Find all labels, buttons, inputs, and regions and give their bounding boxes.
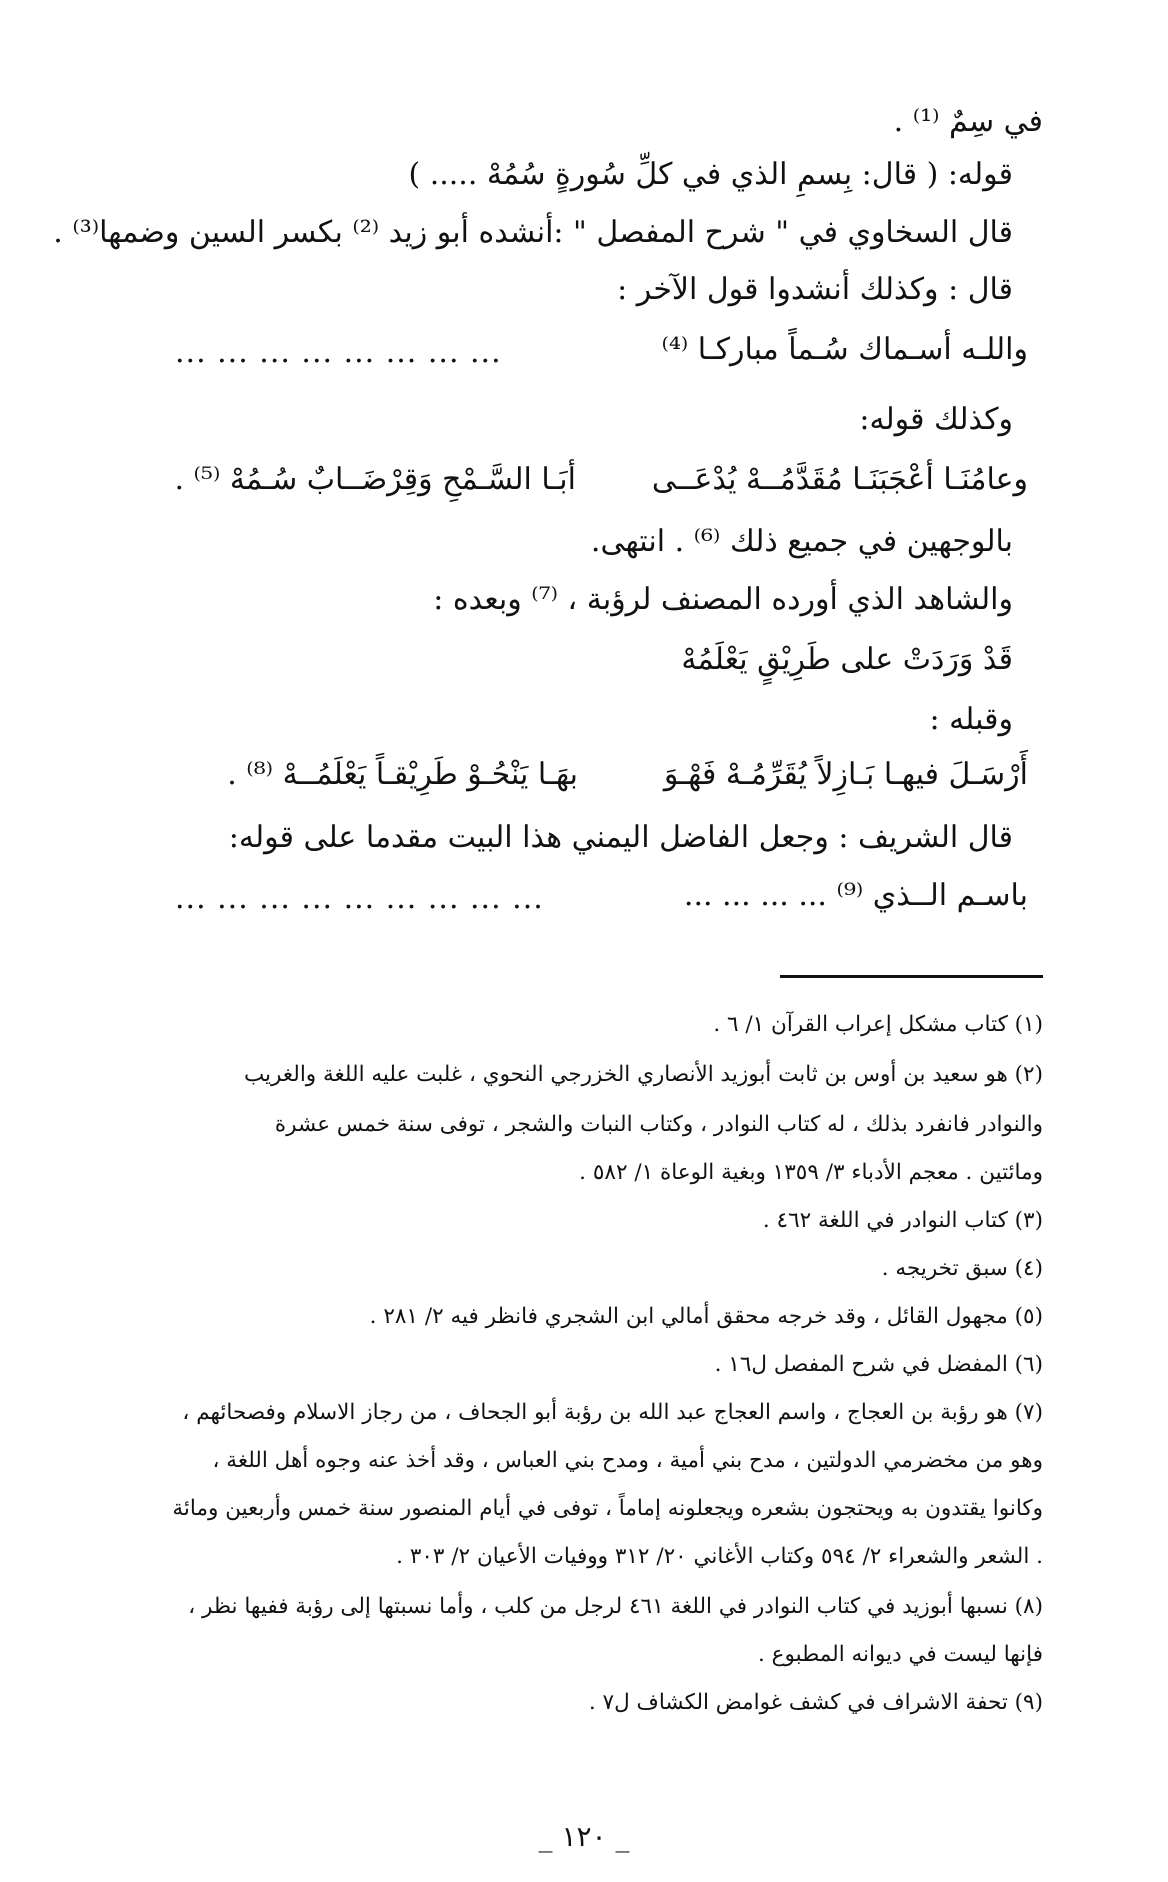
body-line-8: بالوجهين في جميع ذلك ⁽⁶⁾ . انتهى.	[590, 524, 1013, 559]
footnote-9: (٩) تحفة الاشراف في كشف غوامض الكشاف ل٧ .	[588, 1690, 1043, 1715]
body-line-13: قال الشريف : وجعل الفاضل اليمني هذا البيت مقدما على قوله:	[228, 820, 1013, 855]
body-line-6: وكذلك قوله:	[859, 402, 1013, 437]
body-line-4: قال : وكذلك أنشدوا قول الآخر :	[617, 272, 1013, 307]
verse-4-first-hemistich: باسـم الــذي ⁽⁹⁾ ... ... ... ...	[683, 878, 1028, 913]
footnote-1: (١) كتاب مشكل إعراب القرآن ١/ ٦ .	[713, 1012, 1043, 1037]
footnote-8-line-2: فإنها ليست في ديوانه المطبوع .	[758, 1642, 1043, 1667]
footnote-separator	[780, 975, 1043, 978]
footnote-8-line-1: (٨) نسبها أبوزيد في كتاب النوادر في اللغة ٤٦١ لرجل من كلب ، وأما نسبتها إلى رؤبة ففيها نظر ،	[188, 1594, 1043, 1619]
verse-1-first-hemistich: واللـه أسـماك سُـماً مباركـا ⁽⁴⁾	[661, 332, 1028, 367]
body-line-9: والشاهد الذي أورده المصنف لرؤبة ، ⁽⁷⁾ وبعده :	[433, 582, 1013, 617]
footnote-2-line-3: ومائتين . معجم الأدباء ٣/ ١٣٥٩ وبغية الوعاة ١/ ٥٨٢ .	[579, 1160, 1043, 1185]
body-line-3: قال السخاوي في " شرح المفصل " :أنشده أبو زيد ⁽²⁾ بكسر السين وضمها⁽³⁾ .	[53, 215, 1013, 250]
footnote-7-line-1: (٧) هو رؤبة بن العجاج ، واسم العجاج عبد الله بن رؤبة أبو الجحاف ، من رجاز الاسلام وفصحائهم ،	[182, 1400, 1043, 1425]
body-line-1: في سِمٌ ⁽¹⁾ .	[893, 104, 1043, 139]
footnote-2-line-2: والنوادر فانفرد بذلك ، له كتاب النوادر ، وكتاب النبات والشجر ، توفى سنة خمس عشرة	[274, 1112, 1043, 1137]
footnote-4: (٤) سبق تخريجه .	[881, 1256, 1043, 1281]
footnote-7-line-2: وهو من مخضرمي الدولتين ، مدح بني أمية ، ومدح بني العباس ، وقد أخذ عنه وجوه أهل اللغة ،	[212, 1448, 1043, 1473]
body-line-10: قَدْ وَرَدَتْ على طَرِيْقٍ يَعْلَمُهْ	[681, 642, 1013, 677]
verse-2-first-hemistich: وعامُنَـا أعْجَبَنَـا مُقَدَّمُــهْ يُدْعَــى	[651, 462, 1028, 497]
body-line-11: وقبله :	[929, 702, 1013, 737]
body-line-2: قوله: ( قال: بِسمِ الذي في كلِّ سُورةٍ سُمُهْ ..... )	[408, 157, 1013, 192]
footnote-5: (٥) مجهول القائل ، وقد خرجه محقق أمالي ابن الشجري فانظر فيه ٢/ ٢٨١ .	[369, 1304, 1043, 1329]
footnote-7-line-4: . الشعر والشعراء ٢/ ٥٩٤ وكتاب الأغاني ٢٠/ ٣١٢ ووفيات الأعيان ٢/ ٣٠٣ .	[396, 1544, 1043, 1569]
footnote-7-line-3: وكانوا يقتدون به ويحتجون بشعره ويجعلونه إماماً ، توفى في أيام المنصور سنة خمس وأربعين ومائة	[172, 1496, 1043, 1521]
verse-2-second-hemistich: أبَـا السَّـمْحِ وَقِرْضَــابٌ سُـمُهْ ⁽⁵⁾ .	[174, 462, 576, 497]
verse-4-second-hemistich: ... ... ... ... ... ... ... ... ...	[175, 881, 544, 916]
footnote-2-line-1: (٢) هو سعيد بن أوس بن ثابت أبوزيد الأنصاري الخزرجي النحوي ، غلبت عليه اللغة والغريب	[243, 1062, 1043, 1087]
verse-3-first-hemistich: أَرْسَـلَ فيهـا بَـازِلاً يُقَرِّمُـهْ فَهْـوَ	[663, 757, 1028, 792]
page-number: _ ١٢٠ _	[538, 1820, 630, 1853]
footnote-3: (٣) كتاب النوادر في اللغة ٤٦٢ .	[762, 1208, 1043, 1233]
verse-1-second-hemistich: ... ... ... ... ... ... ... ...	[175, 335, 502, 370]
verse-3-second-hemistich: بهَـا يَنْحُـوْ طَرِيْقـاً يَعْلَمُــهْ ⁽⁸⁾ .	[227, 757, 578, 792]
footnote-6: (٦) المفضل في شرح المفصل ل١٦ .	[714, 1352, 1043, 1377]
